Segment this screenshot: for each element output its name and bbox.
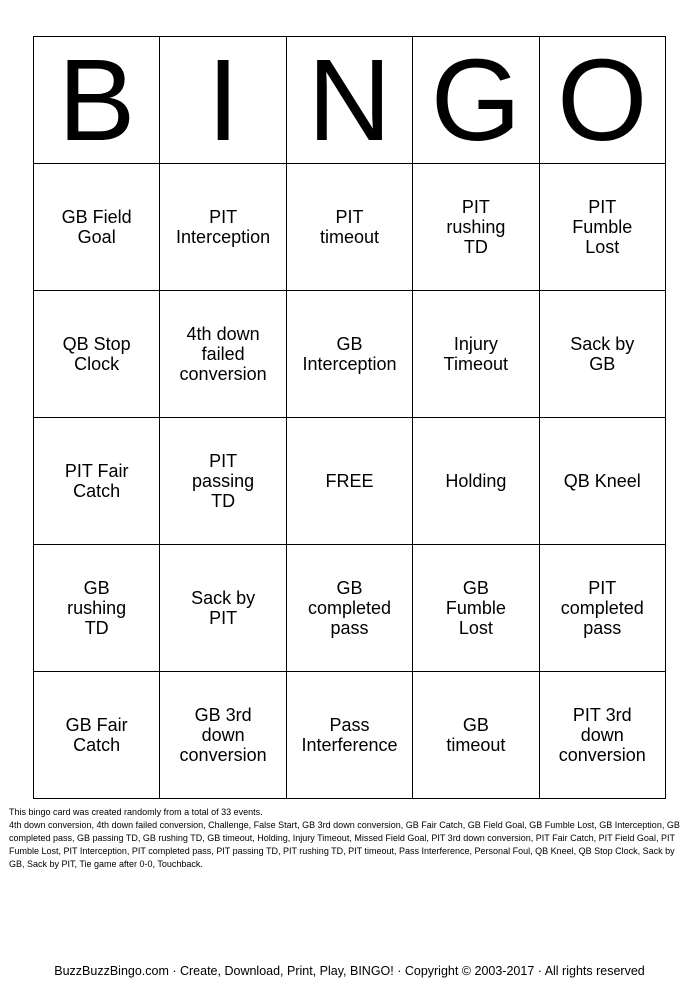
bingo-cell bbox=[413, 164, 539, 291]
bingo-cell-text: GB rushing TD bbox=[67, 578, 127, 638]
bingo-cell bbox=[34, 418, 160, 545]
bingo-cell bbox=[539, 545, 665, 672]
bingo-card bbox=[33, 36, 666, 799]
bingo-cell bbox=[413, 545, 539, 672]
bingo-row-3 bbox=[34, 418, 666, 545]
bingo-cell bbox=[286, 164, 412, 291]
bingo-cell bbox=[160, 164, 286, 291]
bingo-cell-text: Pass Interference bbox=[301, 715, 398, 755]
bingo-cell-text: Sack by GB bbox=[570, 334, 635, 374]
bingo-cell-text: PIT completed pass bbox=[560, 578, 644, 638]
bingo-cell-text: Holding bbox=[445, 471, 507, 491]
bingo-cell bbox=[539, 291, 665, 418]
bingo-cell bbox=[160, 291, 286, 418]
bingo-cell-text: PIT Interception bbox=[176, 207, 271, 247]
bingo-cell-text: PIT passing TD bbox=[192, 451, 255, 511]
bingo-cell-text: Injury Timeout bbox=[443, 334, 509, 374]
bingo-cell bbox=[413, 418, 539, 545]
bingo-cell-text: GB timeout bbox=[446, 715, 506, 755]
bingo-cell-text: PIT rushing TD bbox=[446, 197, 506, 257]
bingo-cell-text: PIT Fumble Lost bbox=[572, 197, 633, 257]
bingo-cell bbox=[413, 291, 539, 418]
header-letter-i: I bbox=[160, 37, 286, 164]
bingo-cell bbox=[539, 672, 665, 799]
free-space-text: FREE bbox=[325, 471, 374, 491]
event-list: 4th down conversion, 4th down failed conversion, Challenge, False Start, GB 3rd down conversion, GB Fair Catch, GB Field Goal, GB Fumble Lost, GB Interception, GB completed pass, GB passing TD, GB rushing TD, GB timeout, Holding, Injury Timeout, Missed Field Goal, PIT 3rd down conversion, PIT Fair Catch, PIT Field Goal, PIT Fumble Lost, PIT Interception, PIT completed pass, PIT passing TD, PIT rushing TD, PIT timeout, Pass Interference, Personal Foul, QB Kneel, QB Stop Clock, Sack by GB, Sack by PIT, Tie game after 0-0, Touchback. bbox=[9, 820, 680, 869]
bingo-cell-text: GB Fair Catch bbox=[65, 715, 128, 755]
bingo-row-5 bbox=[34, 672, 666, 799]
bingo-cell-text: PIT timeout bbox=[319, 207, 379, 247]
bingo-cell-text: GB completed pass bbox=[307, 578, 391, 638]
bingo-cell-text: PIT 3rd down conversion bbox=[558, 705, 646, 765]
bingo-cell-text: Sack by PIT bbox=[191, 588, 256, 628]
bingo-cell bbox=[286, 672, 412, 799]
bingo-row-2 bbox=[34, 291, 666, 418]
bingo-cell-text: GB 3rd down conversion bbox=[179, 705, 267, 765]
bingo-cell-text: GB Interception bbox=[302, 334, 397, 374]
bingo-cell-text: QB Kneel bbox=[563, 471, 641, 491]
created-note: This bingo card was created randomly from a total of 33 events. bbox=[9, 807, 263, 817]
bingo-header-row bbox=[34, 37, 666, 164]
card-notes bbox=[9, 806, 689, 871]
header-letter-o: O bbox=[539, 37, 665, 164]
header-letter-b: B bbox=[34, 37, 160, 164]
bingo-cell-text: QB Stop Clock bbox=[62, 334, 131, 374]
bingo-cell bbox=[34, 545, 160, 672]
bingo-cell bbox=[286, 545, 412, 672]
bingo-cell bbox=[34, 164, 160, 291]
header-letter-n: N bbox=[286, 37, 412, 164]
bingo-row-4 bbox=[34, 545, 666, 672]
site-footer: BuzzBuzzBingo.com · Create, Download, Print, Play, BINGO! · Copyright © 2003-2017 · All rights reserved bbox=[54, 964, 645, 978]
bingo-cell bbox=[34, 672, 160, 799]
bingo-cell bbox=[286, 291, 412, 418]
header-letter-g: G bbox=[413, 37, 539, 164]
bingo-cell-text: 4th down failed conversion bbox=[179, 324, 267, 384]
bingo-cell-text: GB Field Goal bbox=[61, 207, 132, 247]
bingo-cell bbox=[160, 545, 286, 672]
bingo-cell bbox=[160, 418, 286, 545]
free-space-cell bbox=[286, 418, 412, 545]
bingo-cell-text: PIT Fair Catch bbox=[64, 461, 129, 501]
bingo-cell bbox=[160, 672, 286, 799]
bingo-cell-text: GB Fumble Lost bbox=[445, 578, 506, 638]
bingo-cell bbox=[539, 164, 665, 291]
bingo-row-1 bbox=[34, 164, 666, 291]
bingo-cell bbox=[34, 291, 160, 418]
bingo-cell bbox=[539, 418, 665, 545]
bingo-cell bbox=[413, 672, 539, 799]
